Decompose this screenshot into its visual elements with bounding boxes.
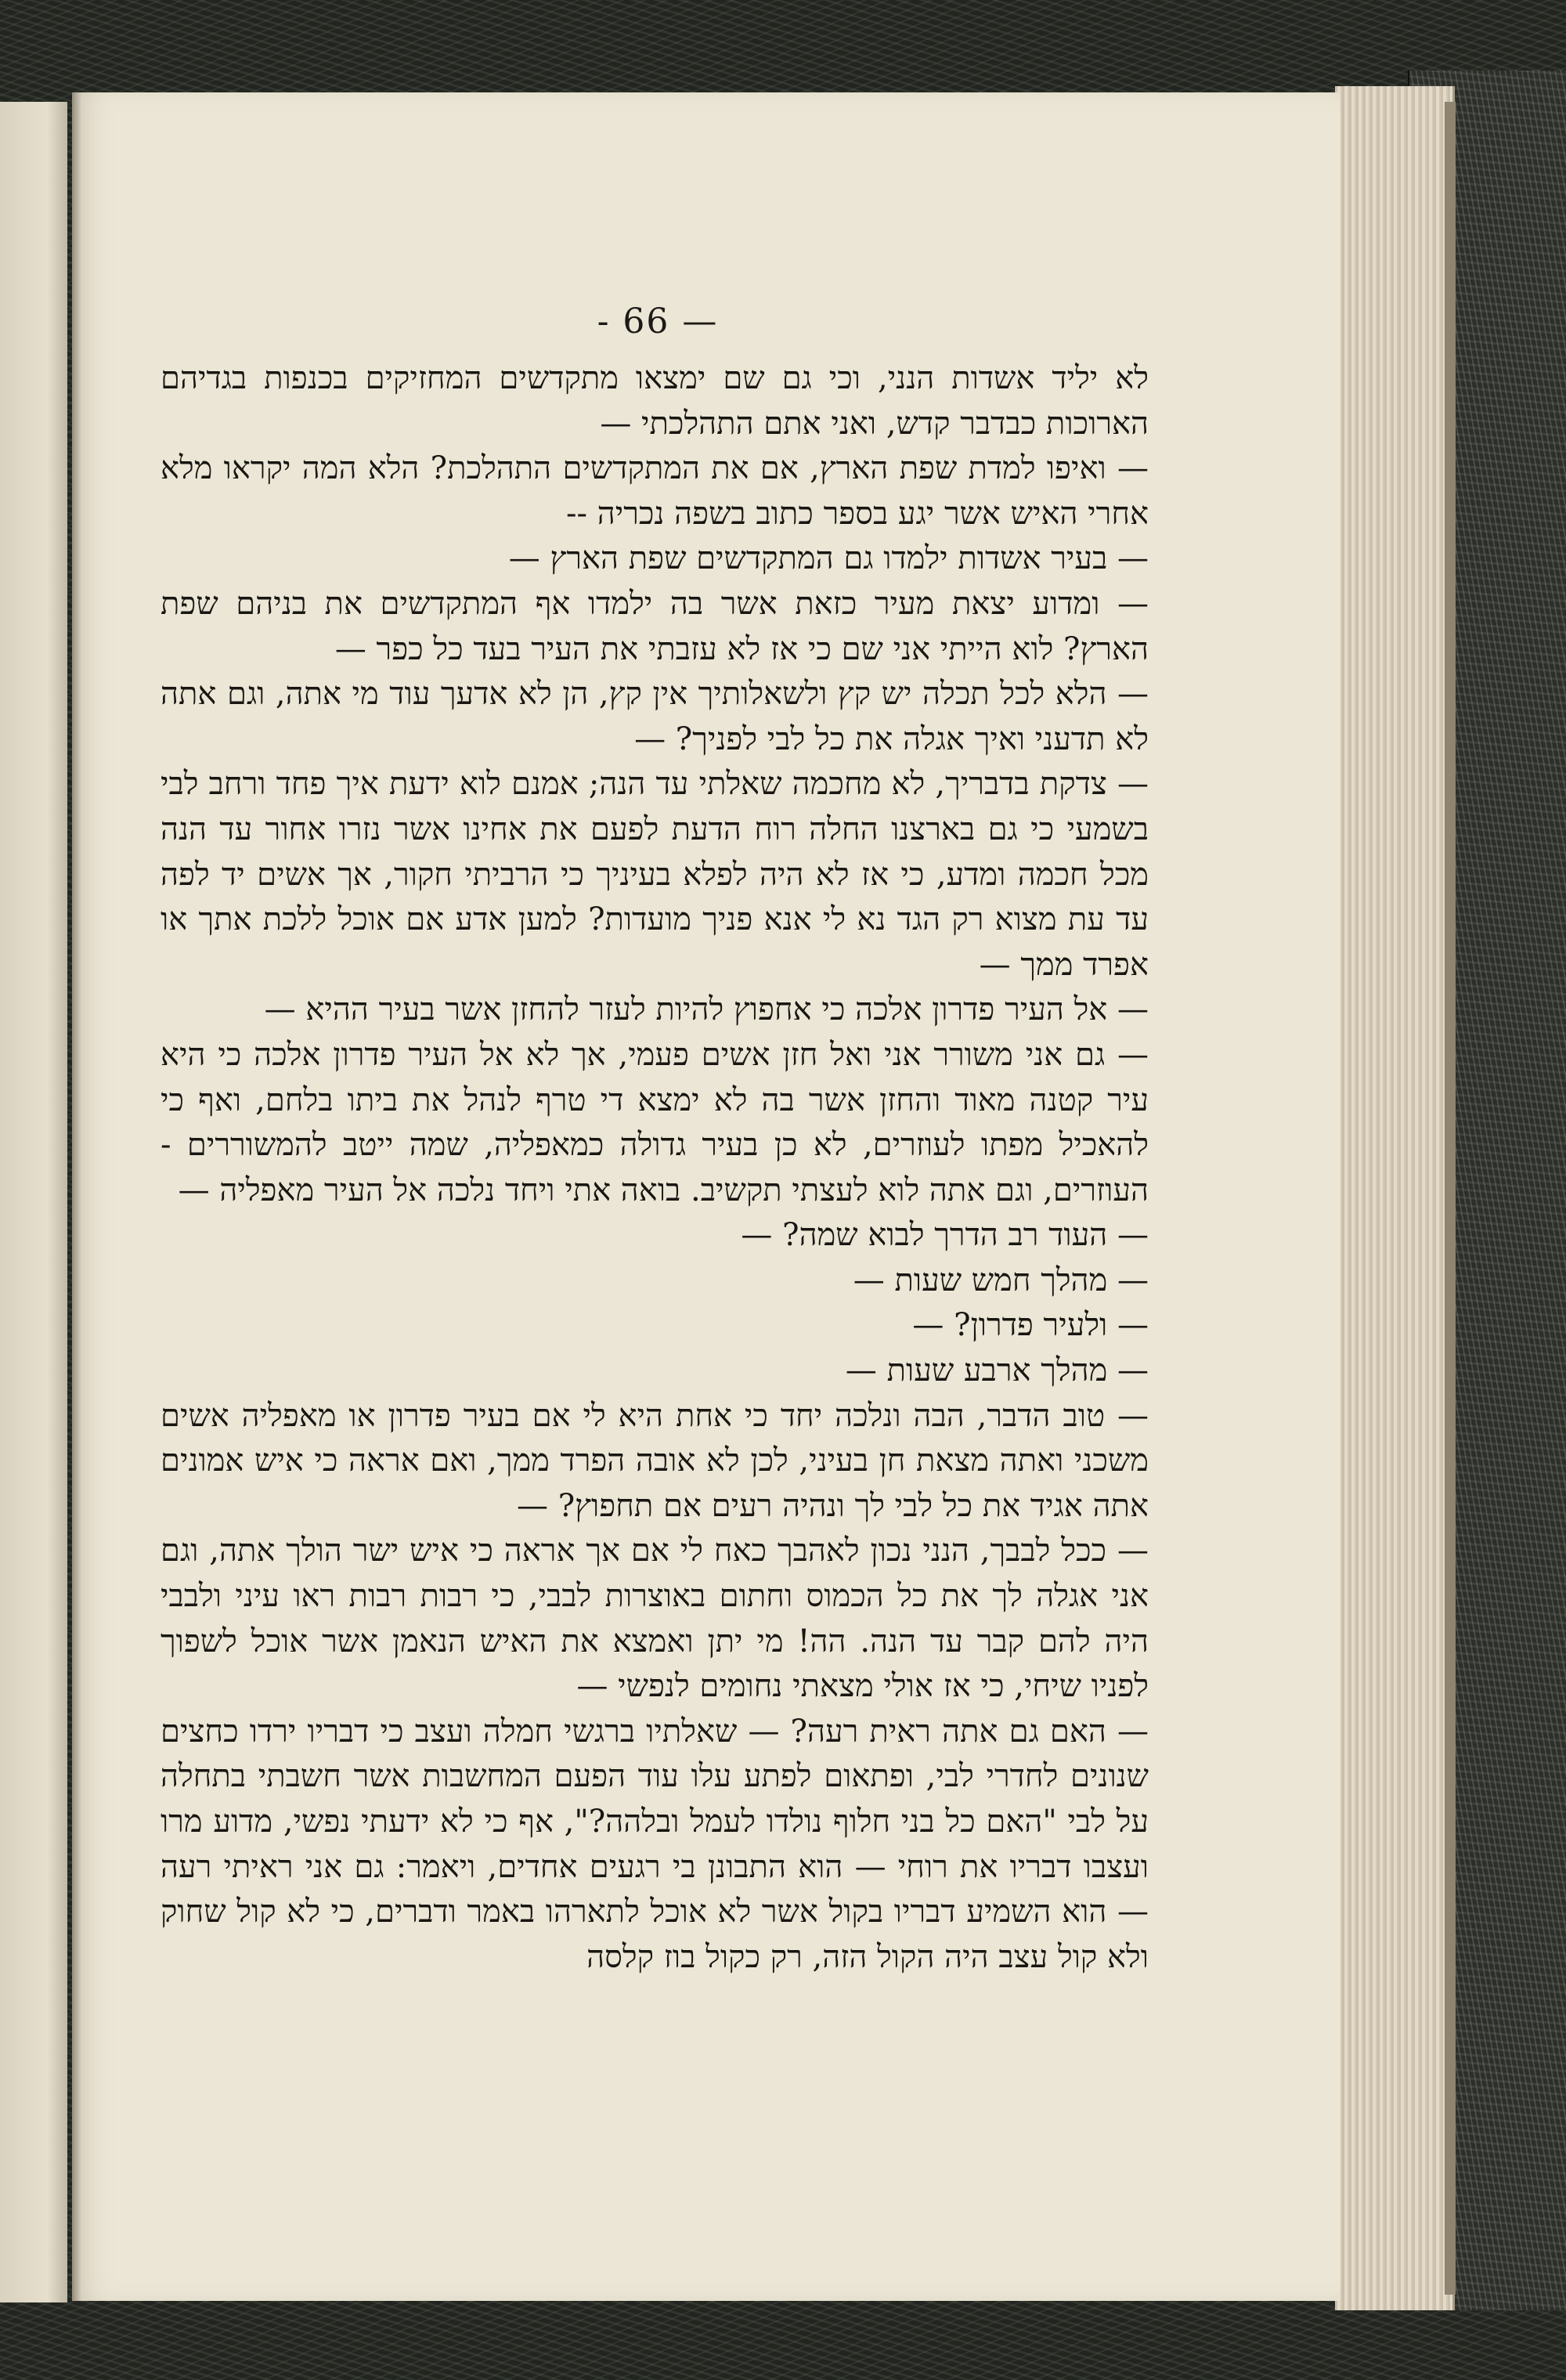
paragraph: — צדקת בדבריך, לא מחכמה שאלתי עד הנה; אמנם לוא ידעת איך פחד ורחב לבי בשמעי כי גם בארצנו החלה רוח הדעת לפעם את אחינו אשר נזרו אחור עד הנה מכל חכמה ומדע, כי אז לא היה לפלא בעיניך כי הרביתי חקור, אך אשים יד לפה עד עת מצוא רק הגד נא לי אנא פניך מועדות? למען אדע אם אוכל ללכת אתך או אפרד ממך —	[161, 766, 1149, 983]
paragraph: — ככל לבבך, הנני נכון לאהבך כאח לי אם אך אראה כי איש ישר הולך אתה, וגם אני אגלה לך את כל הכמוס וחתום באוצרות לבבי, כי רבות רבות ראו עיני ולבבי היה להם קבר עד הנה. הה! מי יתן ואמצא את האיש הנאמן אשר אוכל לשפוך לפניו שיחי, כי אז אולי מצאתי נחומים לנפשי —	[161, 1533, 1149, 1705]
paragraph: — בעיר אשדות ילמדו גם המתקדשים שפת הארץ —	[508, 540, 1149, 577]
paragraph: לא יליד אשדות הנני, וכי גם שם ימצאו מתקדשים המחזיקים בכנפות בגדיהם הארוכות כבדבר קדש, ואני אתם התהלכתי —	[161, 360, 1149, 442]
page-body	[161, 356, 1149, 1980]
page-gutter-shadow	[72, 92, 81, 2301]
paragraph: — ואיפו למדת שפת הארץ, אם את המתקדשים התהלכת? הלא המה יקראו מלא אחרי האיש אשר יגע בספר כתוב בשפה נכריה --	[161, 450, 1149, 532]
paragraph: — העוד רב הדרך לבוא שמה? —	[741, 1217, 1149, 1254]
page-block-shadow	[1445, 102, 1456, 2295]
paragraph: — אל העיר פדרון אלכה כי אחפוץ להיות לעזר להחזן אשר בעיר ההיא —	[264, 991, 1149, 1028]
page-number: - 66 —	[597, 302, 719, 341]
paragraph: — ולעיר פדרון? —	[912, 1307, 1149, 1344]
previous-page-edge	[0, 102, 67, 2302]
page-block-edges	[1335, 86, 1455, 2310]
paragraph: — טוב הדבר, הבה ונלכה יחד כי אחת היא לי אם בעיר פדרון או מאפליה אשים משכני ואתה מצאת חן בעיני, לכן לא אובה הפרד ממך, ואם אראה כי איש אמונים אתה אגיד את כל לבי לך ונהיה רעים אם תחפוץ? —	[161, 1397, 1149, 1524]
paragraph: — גם אני משורר אני ואל חזן אשים פעמי, אך לא אל העיר פדרון אלכה כי היא עיר קטנה מאוד והחזן אשר בה לא ימצא די טרף לנהל את ביתו בלחם, ואף כי להאכיל מפתו לעוזרים, לא כן בעיר גדולה כמאפליה, שמה ייטב להמשוררים - העוזרים, וגם אתה לוא לעצתי תקשיב. בואה אתי ויחד נלכה אל העיר מאפליה —	[161, 1036, 1149, 1208]
paragraph: — האם גם אתה ראית רעה? — שאלתיו ברגשי חמלה ועצב כי דבריו ירדו כחצים שנונים לחדרי לבי, ופתאום לפתע עלו עוד הפעם המחשבות אשר חשבתי בתחלה על לבי "האם כל בני חלוף נולדו לעמל ובלהה?", אף כי לא ידעתי נפשי, מדוע מרו ועצבו דבריו את רוחי — הוא התבונן בי רגעים אחדים, ויאמר: גם אני ראיתי רעה — הוא השמיע דבריו בקול אשר לא אוכל לתארהו באמר ודברים, כי לא קול שחוק ולא קול עצב היה הקול הזה, רק כקול בוז קלסה	[161, 1713, 1149, 1975]
paragraph: — ומדוע יצאת מעיר כזאת אשר בה ילמדו אף המתקדשים את בניהם שפת הארץ? לוא הייתי אני שם כי אז לא עזבתי את העיר בעד כל כפר —	[161, 585, 1149, 667]
paragraph: — הלא לכל תכלה יש קץ ולשאלותיך אין קץ, הן לא אדעך עוד מי אתה, וגם אתה לא תדעני ואיך אגלה את כל לבי לפניך? —	[161, 676, 1149, 757]
paragraph: — מהלך חמש שעות —	[853, 1262, 1149, 1298]
paragraph: — מהלך ארבע שעות —	[845, 1353, 1149, 1389]
